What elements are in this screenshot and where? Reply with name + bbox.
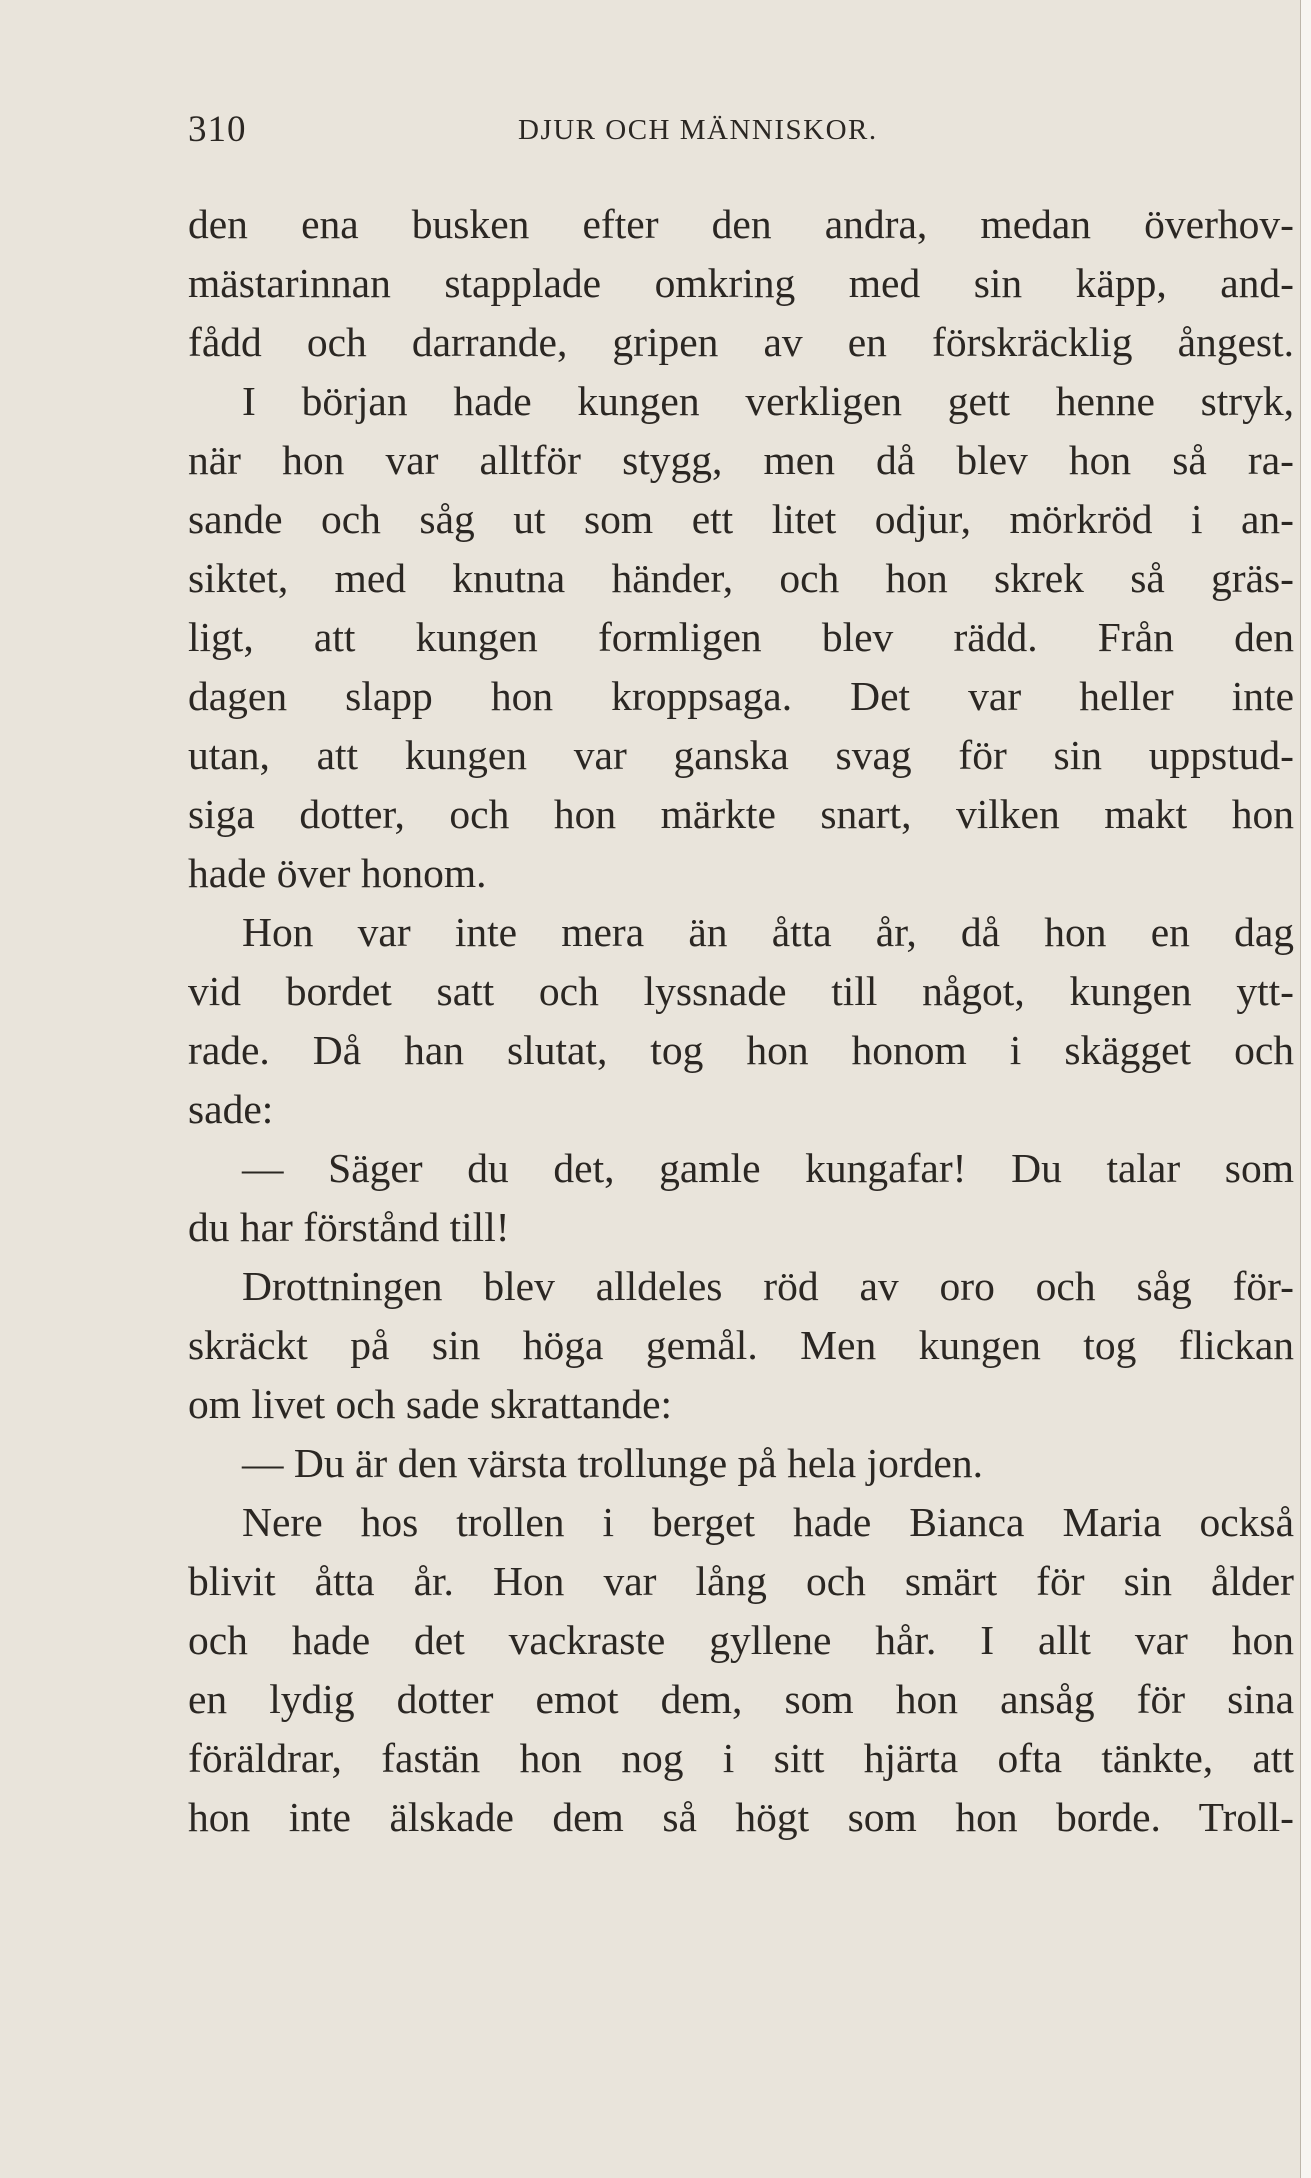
text-line: du har förstånd till! (188, 1204, 510, 1250)
text-line: fådd och darrande, gripen av en förskräcklig ångest. (188, 319, 1294, 365)
text-line: hon inte älskade dem så högt som hon borde. Troll- (188, 1794, 1294, 1840)
text-line: och hade det vackraste gyllene hår. I allt var hon (188, 1617, 1294, 1663)
text-line: — Du är den värsta trollunge på hela jorden. (242, 1440, 983, 1486)
text-line: utan, att kungen var ganska svag för sin uppstud- (188, 732, 1294, 778)
text-line: dagen slapp hon kroppsaga. Det var heller inte (188, 673, 1294, 719)
page-edge (1300, 0, 1311, 2178)
text-line: siga dotter, och hon märkte snart, vilken makt hon (188, 791, 1294, 837)
text-line: Nere hos trollen i berget hade Bianca Maria också (242, 1499, 1294, 1545)
text-line: ligt, att kungen formligen blev rädd. Från den (188, 614, 1294, 660)
text-line: om livet och sade skrattande: (188, 1381, 673, 1427)
text-line: Drottningen blev alldeles röd av oro och såg för- (242, 1263, 1294, 1309)
page-header (188, 108, 1294, 158)
text-line: sande och såg ut som ett litet odjur, mörkröd i an- (188, 496, 1294, 542)
text-line: mästarinnan stapplade omkring med sin käpp, and- (188, 260, 1294, 306)
text-line: vid bordet satt och lyssnade till något, kungen ytt- (188, 968, 1294, 1014)
body-text (188, 195, 1294, 1847)
text-line: skräckt på sin höga gemål. Men kungen tog flickan (188, 1322, 1294, 1368)
text-line: hade över honom. (188, 850, 487, 896)
text-line: I början hade kungen verkligen gett henne stryk, (242, 378, 1294, 424)
text-line: — Säger du det, gamle kungafar! Du talar som (242, 1145, 1294, 1191)
running-title: DJUR OCH MÄNNISKOR. (518, 114, 878, 146)
text-line: siktet, med knutna händer, och hon skrek så gräs- (188, 555, 1294, 601)
text-line: Hon var inte mera än åtta år, då hon en dag (242, 909, 1294, 955)
text-line: den ena busken efter den andra, medan överhov- (188, 201, 1294, 247)
text-line: blivit åtta år. Hon var lång och smärt för sin ålder (188, 1558, 1294, 1604)
page-number: 310 (188, 109, 247, 150)
text-line: föräldrar, fastän hon nog i sitt hjärta ofta tänkte, att (188, 1735, 1294, 1781)
text-line: rade. Då han slutat, tog hon honom i skägget och (188, 1027, 1294, 1073)
text-line: en lydig dotter emot dem, som hon ansåg för sina (188, 1676, 1294, 1722)
text-line: sade: (188, 1086, 274, 1132)
text-line: när hon var alltför stygg, men då blev hon så ra- (188, 437, 1294, 483)
